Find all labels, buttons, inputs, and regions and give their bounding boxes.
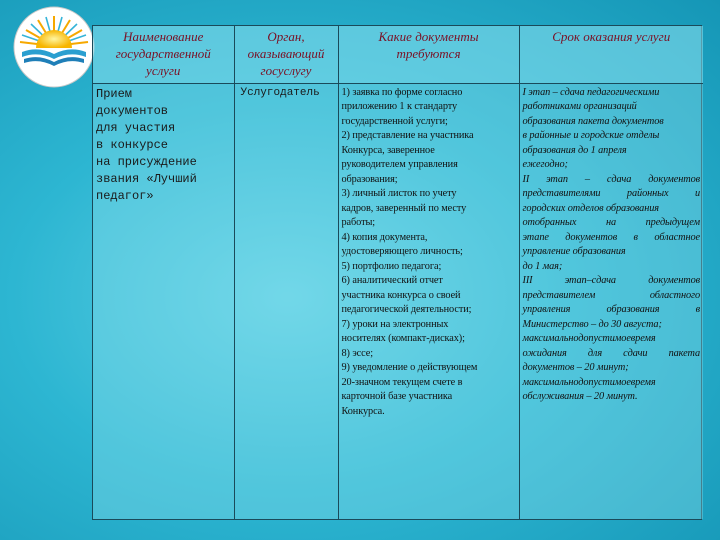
services-table [92, 25, 702, 520]
header-line: Какие документы [378, 29, 479, 44]
cell-line: документов – 20 минут; [522, 362, 629, 373]
cell-line: максимальнодопустимоевремя [522, 376, 656, 388]
cell-line: 8) эссе; [341, 347, 373, 359]
cell-line: 9) уведомление о действующем [341, 362, 478, 373]
cell-line: ожидания для сдачи пакета [522, 347, 700, 359]
cell-line: кадров, заверенный по месту [341, 202, 467, 214]
cell-line: удостоверяющего личность; [341, 246, 463, 257]
header-service-name [93, 26, 234, 83]
cell-line: государственной услуги; [341, 115, 448, 127]
cell-line: 20-значном текущем счете в [341, 376, 463, 388]
header-line: государственной [115, 46, 211, 61]
cell-line: максимальнодопустимоевремя [522, 333, 656, 344]
cell-line: Услугодатель [240, 86, 320, 99]
header-line: услуги [146, 63, 181, 78]
header-terms [519, 26, 703, 83]
cell-line: этапе документов в областное [522, 231, 700, 243]
header-line: оказывающий [247, 46, 325, 61]
cell-line: работниками организаций [522, 101, 637, 112]
header-documents [338, 26, 519, 83]
header-provider [234, 26, 338, 83]
cell-line: представителями районных и [522, 188, 700, 199]
header-line: Орган, [267, 29, 305, 44]
cell-line: документов [96, 103, 169, 118]
cell-line: педагог» [96, 188, 154, 203]
cell-line: образования до 1 апреля [522, 144, 627, 156]
cell-line: 1) заявка по форме согласно [341, 86, 463, 98]
header-line: Срок оказания услуги [552, 29, 671, 44]
cell-line: обслуживания – 20 минут. [522, 391, 638, 402]
cell-line: образования пакета документов [522, 115, 664, 127]
cell-line: образования; [341, 173, 398, 185]
table-header-row [93, 26, 703, 83]
cell-line: работы; [341, 217, 376, 228]
cell-line: 5) портфолио педагога; [341, 260, 442, 272]
cell-line: Конкурса, заверенное [341, 144, 435, 156]
cell-line: 2) представление на участника [341, 130, 474, 141]
cell-line: городских отделов образования [522, 202, 659, 214]
cell-line: в районные и городские отделы [522, 130, 660, 141]
cell-line: руководителем управления [341, 159, 458, 170]
header-line: Наименование [123, 29, 204, 44]
cell-documents [338, 83, 519, 519]
cell-line: отобранных на предыдущем [522, 217, 700, 228]
cell-line: участника конкурса о своей [341, 289, 461, 301]
cell-line: приложению 1 к стандарту [341, 101, 458, 112]
cell-provider [234, 83, 338, 519]
cell-line: 7) уроки на электронных [341, 318, 449, 330]
cell-line: звания «Лучший [96, 171, 197, 186]
cell-line: носителях (компакт-дисках); [341, 333, 465, 344]
header-line: госуслугу [260, 63, 312, 78]
cell-line: 4) копия документа, [341, 231, 428, 243]
cell-line: I этап – сдача педагогическими [522, 86, 660, 98]
cell-line: управление образования [522, 246, 626, 257]
cell-line: Министерство – до 30 августа; [522, 318, 662, 330]
cell-terms [519, 83, 703, 519]
sun-book-logo-icon [8, 4, 100, 90]
cell-service-name [93, 83, 234, 519]
cell-line: на присуждение [96, 154, 197, 169]
cell-line: Конкурса. [341, 405, 385, 417]
header-line: требуются [396, 46, 461, 61]
cell-line: 6) аналитический отчет [341, 275, 443, 286]
cell-line: ежегодно; [522, 159, 568, 170]
cell-line: II этап – сдача документов [522, 173, 700, 185]
cell-line: до 1 мая; [522, 260, 563, 272]
cell-line: управления образования в [522, 304, 700, 315]
cell-line: карточной базе участника [341, 391, 453, 402]
cell-line: для участия [96, 120, 176, 135]
cell-line: Прием [96, 86, 133, 101]
cell-line: 3) личный листок по учету [341, 188, 457, 199]
table-row [93, 83, 703, 519]
cell-line: в конкурсе [96, 137, 169, 152]
cell-line: представителем областного [522, 289, 700, 301]
cell-line: III этап–сдача документов [522, 275, 700, 286]
cell-line: педагогической деятельности; [341, 304, 472, 315]
